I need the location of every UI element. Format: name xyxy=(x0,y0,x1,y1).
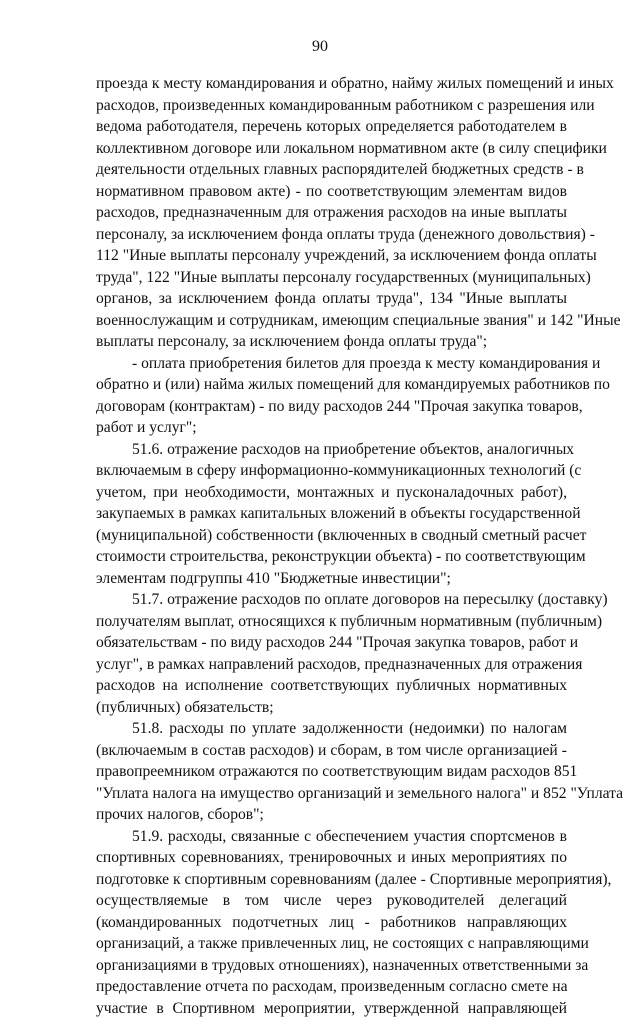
text-line: стоимости строительства, реконструкции объекта) - по соответствующим xyxy=(96,546,567,568)
text-line: 112 "Иные выплаты персоналу учреждений, за исключением фонда оплаты xyxy=(96,245,567,267)
text-line: нормативном правовом акте) - по соответствующим элементам видов xyxy=(96,181,567,203)
text-line: организаций, а также привлеченных лиц, не состоящих с направляющими xyxy=(96,933,567,955)
text-line: организациями в трудовых отношениях), назначенных ответственными за xyxy=(96,955,567,977)
text-line: ведома работодателя, перечень которых определяется работодателем в xyxy=(96,116,567,138)
text-line: обязательствам - по виду расходов 244 "Прочая закупка товаров, работ и xyxy=(96,632,567,654)
text-line: услуг", в рамках направлений расходов, предназначенных для отражения xyxy=(96,654,567,676)
page-number: 90 xyxy=(0,38,640,56)
text-line: работ и услуг"; xyxy=(96,417,567,439)
text-line: получателям выплат, относящихся к публичным нормативным (публичным) xyxy=(96,611,567,633)
text-line: договорам (контрактам) - по виду расходов 244 "Прочая закупка товаров, xyxy=(96,396,567,418)
text-line: включаемым в сферу информационно-коммуникационных технологий (с xyxy=(96,460,567,482)
text-line: выплаты персоналу, за исключением фонда оплаты труда"; xyxy=(96,331,567,353)
text-line: (муниципальной) собственности (включенных в сводный сметный расчет xyxy=(96,525,567,547)
text-line: деятельности отдельных главных распорядителей бюджетных средств - в xyxy=(96,159,567,181)
text-line: элементам подгруппы 410 "Бюджетные инвестиции"; xyxy=(96,568,567,590)
text-line: проезда к месту командирования и обратно, найму жилых помещений и иных xyxy=(96,73,567,95)
text-line: персоналу, за исключением фонда оплаты труда (денежного довольствия) - xyxy=(96,224,567,246)
text-line: (включаемым в состав расходов) и сборам, в том числе организацией - xyxy=(96,740,567,762)
text-line: 51.7. отражение расходов по оплате договоров на пересылку (доставку) xyxy=(132,589,567,611)
text-line: участие в Спортивном мероприятии, утвержденной направляющей xyxy=(96,998,567,1019)
text-line: правопреемником отражаются по соответствующим видам расходов 851 xyxy=(96,761,567,783)
text-line: расходов, предназначенным для отражения расходов на иные выплаты xyxy=(96,202,567,224)
text-line: 51.8. расходы по уплате задолженности (недоимки) по налогам xyxy=(132,718,567,740)
text-line: подготовке к спортивным соревнованиям (далее - Спортивные мероприятия), xyxy=(96,869,567,891)
text-line: коллективном договоре или локальном нормативном акте (в силу специфики xyxy=(96,138,567,160)
text-line: "Уплата налога на имущество организаций и земельного налога" и 852 "Уплата xyxy=(96,783,567,805)
text-line: 51.9. расходы, связанные с обеспечением участия спортсменов в xyxy=(132,826,567,848)
text-line: (публичных) обязательств; xyxy=(96,697,567,719)
text-line: расходов на исполнение соответствующих публичных нормативных xyxy=(96,675,567,697)
text-line: учетом, при необходимости, монтажных и пусконаладочных работ), xyxy=(96,482,567,504)
text-line: закупаемых в рамках капитальных вложений в объекты государственной xyxy=(96,503,567,525)
text-line: труда", 122 "Иные выплаты персоналу государственных (муниципальных) xyxy=(96,267,567,289)
text-line: обратно и (или) найма жилых помещений для командируемых работников по xyxy=(96,374,567,396)
text-line: спортивных соревнованиях, тренировочных и иных мероприятиях по xyxy=(96,847,567,869)
text-line: органов, за исключением фонда оплаты труда", 134 "Иные выплаты xyxy=(96,288,567,310)
text-line: военнослужащим и сотрудникам, имеющим специальные звания" и 142 "Иные xyxy=(96,310,567,332)
text-line: предоставление отчета по расходам, произведенным согласно смете на xyxy=(96,976,567,998)
text-line: осуществляемые в том числе через руководителей делегаций xyxy=(96,890,567,912)
text-line: (командированных подотчетных лиц - работников направляющих xyxy=(96,912,567,934)
text-line: прочих налогов, сборов"; xyxy=(96,804,567,826)
text-line: - оплата приобретения билетов для проезда к месту командирования и xyxy=(132,353,567,375)
text-line: расходов, произведенных командированным работником с разрешения или xyxy=(96,95,567,117)
text-line: 51.6. отражение расходов на приобретение объектов, аналогичных xyxy=(132,439,567,461)
